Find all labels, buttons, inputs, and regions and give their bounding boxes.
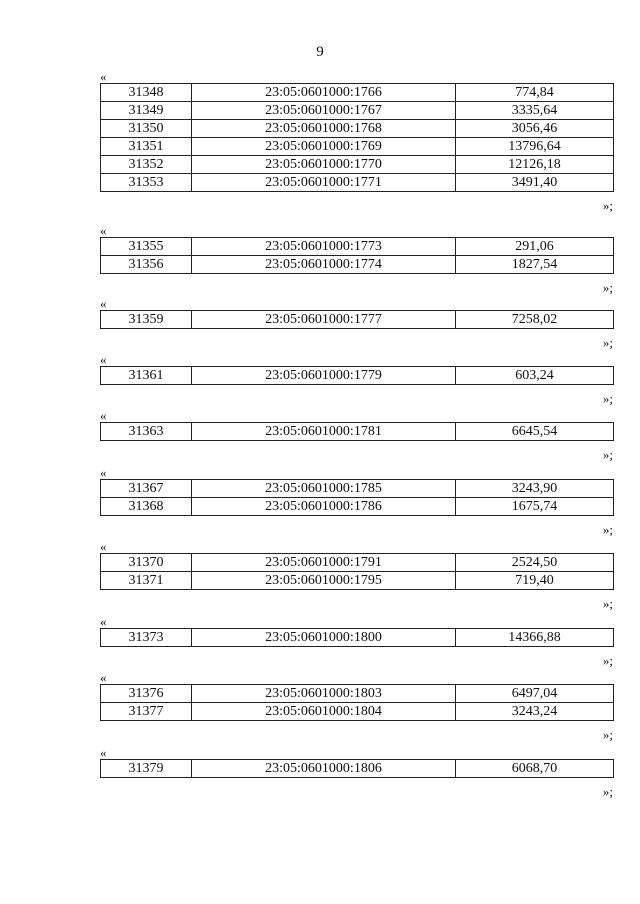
value-cell: 6497,04 [456,685,614,703]
value-cell: 12126,18 [456,156,614,174]
data-table [100,553,614,590]
table-block [100,466,613,538]
record-number-cell: 31368 [101,498,192,516]
table-block [100,409,613,463]
data-table [100,684,614,721]
data-table [100,628,614,647]
open-quote: « [100,465,107,480]
cadastral-number-cell: 23:05:0601000:1781 [192,423,456,441]
table-block [100,671,613,743]
record-number-cell: 31356 [101,256,192,274]
value-cell: 3243,90 [456,480,614,498]
open-quote: « [100,223,107,238]
cadastral-number-cell: 23:05:0601000:1769 [192,138,456,156]
value-cell: 3335,64 [456,102,614,120]
cadastral-number-cell: 23:05:0601000:1804 [192,703,456,721]
cadastral-number-cell: 23:05:0601000:1771 [192,174,456,192]
table-block [100,224,613,296]
table-row [101,554,614,572]
value-cell: 3491,40 [456,174,614,192]
table-row [101,256,614,274]
table-row [101,629,614,647]
table-row [101,311,614,329]
table-block [100,297,613,351]
table-block [100,353,613,407]
data-table [100,479,614,516]
close-quote: »; [602,280,613,295]
table-row [101,498,614,516]
cadastral-number-cell: 23:05:0601000:1767 [192,102,456,120]
page-number: 9 [316,44,324,60]
cadastral-number-cell: 23:05:0601000:1774 [192,256,456,274]
close-quote: »; [602,653,613,668]
cadastral-number-cell: 23:05:0601000:1773 [192,238,456,256]
close-quote: »; [602,447,613,462]
close-quote: »; [602,391,613,406]
cadastral-number-cell: 23:05:0601000:1785 [192,480,456,498]
table-row [101,156,614,174]
value-cell: 1827,54 [456,256,614,274]
value-cell: 2524,50 [456,554,614,572]
record-number-cell: 31350 [101,120,192,138]
record-number-cell: 31367 [101,480,192,498]
data-table [100,759,614,778]
record-number-cell: 31379 [101,760,192,778]
close-quote: »; [602,198,613,213]
value-cell: 603,24 [456,367,614,385]
table-row [101,760,614,778]
value-cell: 774,84 [456,84,614,102]
record-number-cell: 31348 [101,84,192,102]
cadastral-number-cell: 23:05:0601000:1770 [192,156,456,174]
close-quote: »; [602,784,613,799]
close-quote: »; [602,596,613,611]
close-quote: »; [602,335,613,350]
record-number-cell: 31353 [101,174,192,192]
cadastral-number-cell: 23:05:0601000:1768 [192,120,456,138]
cadastral-number-cell: 23:05:0601000:1779 [192,367,456,385]
table-row [101,138,614,156]
record-number-cell: 31349 [101,102,192,120]
record-number-cell: 31351 [101,138,192,156]
table-block [100,540,613,612]
open-quote: « [100,408,107,423]
cadastral-number-cell: 23:05:0601000:1800 [192,629,456,647]
record-number-cell: 31373 [101,629,192,647]
value-cell: 3056,46 [456,120,614,138]
cadastral-number-cell: 23:05:0601000:1803 [192,685,456,703]
value-cell: 13796,64 [456,138,614,156]
table-row [101,703,614,721]
data-table [100,366,614,385]
close-quote: »; [602,727,613,742]
open-quote: « [100,670,107,685]
data-table [100,422,614,441]
value-cell: 7258,02 [456,311,614,329]
table-row [101,423,614,441]
record-number-cell: 31377 [101,703,192,721]
value-cell: 291,06 [456,238,614,256]
value-cell: 14366,88 [456,629,614,647]
open-quote: « [100,296,107,311]
table-block [100,70,613,214]
data-table [100,310,614,329]
record-number-cell: 31376 [101,685,192,703]
record-number-cell: 31363 [101,423,192,441]
table-row [101,84,614,102]
cadastral-number-cell: 23:05:0601000:1766 [192,84,456,102]
open-quote: « [100,69,107,84]
cadastral-number-cell: 23:05:0601000:1795 [192,572,456,590]
record-number-cell: 31361 [101,367,192,385]
table-row [101,238,614,256]
value-cell: 3243,24 [456,703,614,721]
table-row [101,685,614,703]
table-row [101,367,614,385]
record-number-cell: 31359 [101,311,192,329]
data-table [100,237,614,274]
value-cell: 1675,74 [456,498,614,516]
close-quote: »; [602,522,613,537]
record-number-cell: 31370 [101,554,192,572]
record-number-cell: 31355 [101,238,192,256]
cadastral-number-cell: 23:05:0601000:1791 [192,554,456,572]
cadastral-number-cell: 23:05:0601000:1786 [192,498,456,516]
open-quote: « [100,745,107,760]
cadastral-number-cell: 23:05:0601000:1777 [192,311,456,329]
table-row [101,480,614,498]
value-cell: 719,40 [456,572,614,590]
cadastral-number-cell: 23:05:0601000:1806 [192,760,456,778]
table-block [100,615,613,669]
table-row [101,120,614,138]
table-row [101,174,614,192]
open-quote: « [100,539,107,554]
table-row [101,572,614,590]
table-block [100,746,613,800]
open-quote: « [100,614,107,629]
record-number-cell: 31352 [101,156,192,174]
data-table [100,83,614,192]
table-row [101,102,614,120]
record-number-cell: 31371 [101,572,192,590]
value-cell: 6645,54 [456,423,614,441]
open-quote: « [100,352,107,367]
value-cell: 6068,70 [456,760,614,778]
